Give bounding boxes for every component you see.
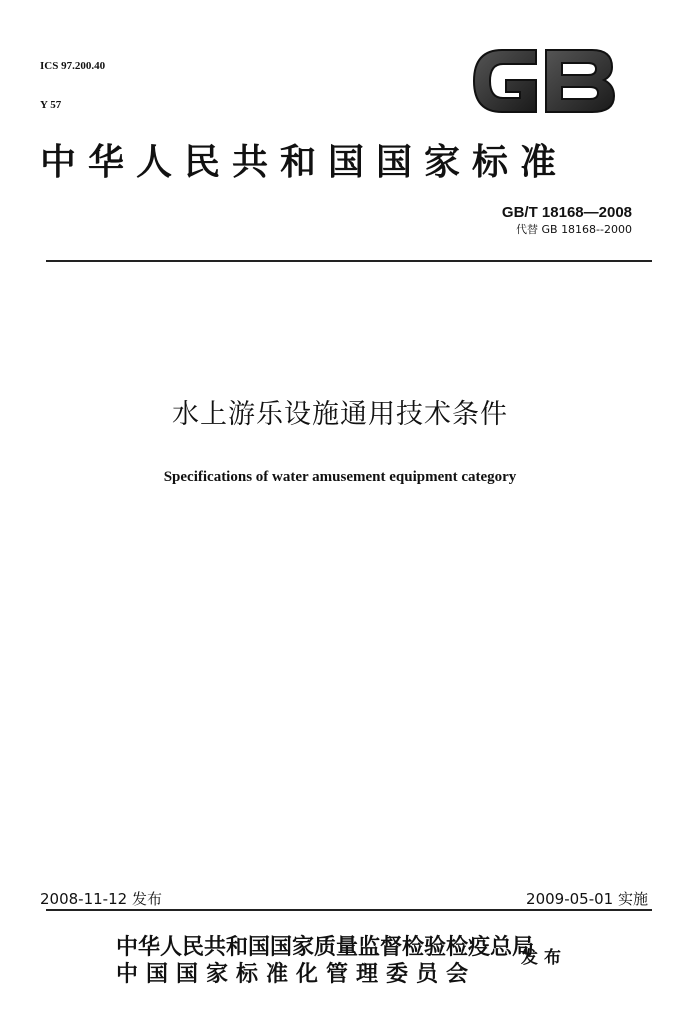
classification-block bbox=[40, 34, 105, 138]
document-title-english: Specifications of water amusement equipment category bbox=[163, 469, 517, 485]
footer-divider bbox=[46, 909, 652, 911]
replaces-standard: 代替 GB 18168--2000 bbox=[516, 223, 632, 236]
header-divider bbox=[46, 260, 652, 262]
ics-code: ICS 97.200.40 bbox=[40, 60, 106, 72]
issuing-authority-1: 中华人民共和国国家质量监督检验检疫总局 bbox=[116, 935, 535, 960]
gb-logo bbox=[468, 40, 618, 122]
national-standard-heading: 中华人民共和国国家标准 bbox=[40, 141, 569, 183]
document-title-chinese: 水上游乐设施通用技术条件 bbox=[172, 399, 508, 430]
standard-number: GB/T 18168—2008 bbox=[501, 204, 632, 221]
ccs-code: Y 57 bbox=[40, 99, 62, 111]
issuing-authority-2: 中国国家标准化管理委员会 bbox=[116, 962, 477, 987]
issue-date: 2008-11-12 发布 bbox=[40, 890, 162, 908]
implementation-date: 2009-05-01 实施 bbox=[526, 890, 648, 908]
issued-by-label: 发布 bbox=[521, 948, 567, 968]
